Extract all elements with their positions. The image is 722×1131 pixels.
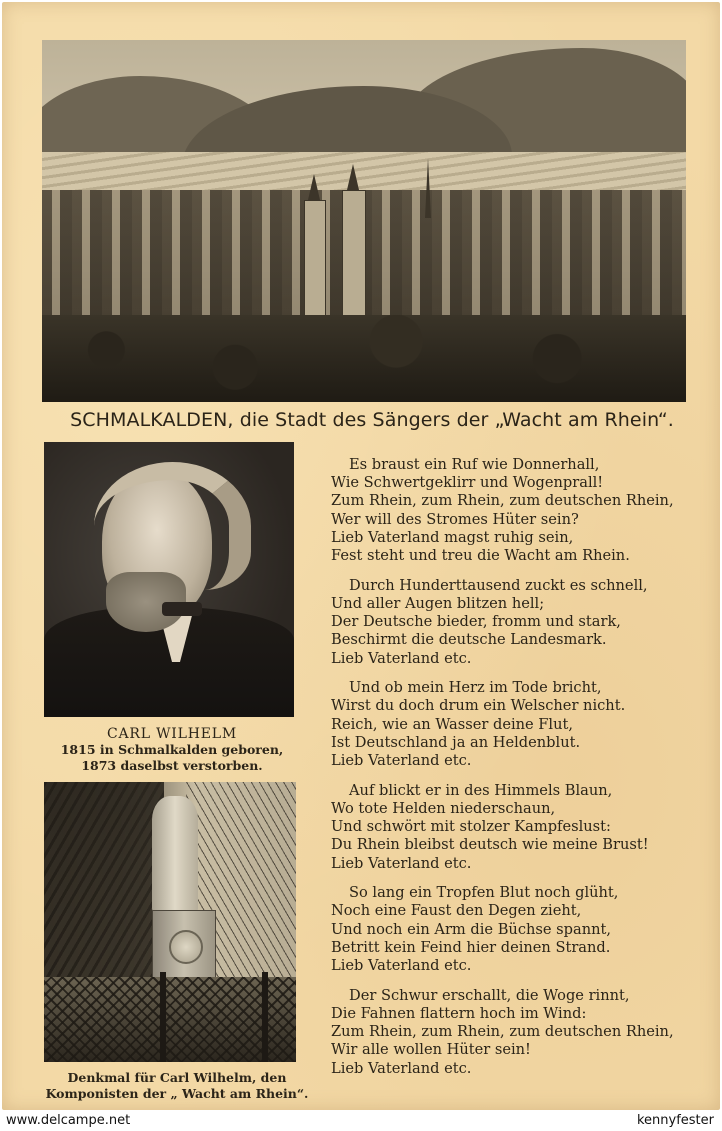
poem-line: Und schwört mit stolzer Kampfeslust:	[331, 818, 611, 836]
poem-line: So lang ein Tropfen Blut noch glüht,	[349, 884, 619, 902]
hair	[94, 462, 251, 590]
poem-line: Fest steht und treu die Wacht am Rhein.	[331, 547, 630, 565]
fence-post	[160, 972, 166, 1062]
poem-line: Und noch ein Arm die Büchse spannt,	[331, 920, 611, 938]
poem-line: Lieb Vaterland etc.	[331, 649, 472, 667]
poem-line: Lieb Vaterland etc.	[331, 957, 472, 975]
iron-fence	[44, 977, 296, 1062]
poem-line: Es braust ein Ruf wie Donnerhall,	[349, 456, 600, 473]
poem-line: Wir alle wollen Hüter sein!	[331, 1041, 531, 1059]
town-panorama-photo	[42, 40, 686, 402]
church-spire	[347, 164, 359, 190]
monument-photo	[44, 782, 296, 1062]
poem-line: Wer will des Stromes Hüter sein?	[331, 510, 579, 528]
bowtie	[162, 602, 202, 616]
monument-caption	[22, 1070, 332, 1102]
poem-line: Der Deutsche bieder, fromm und stark,	[331, 613, 621, 631]
stanza-5	[331, 884, 706, 975]
poem-line: Beschirmt die deutsche Landesmark.	[331, 631, 607, 649]
watermark-site: www.delcampe.net	[6, 1113, 131, 1128]
portrait-caption	[42, 726, 302, 774]
church-spire	[425, 158, 431, 218]
stanza-4	[331, 782, 706, 873]
poem-line: Lieb Vaterland magst ruhig sein,	[331, 528, 574, 546]
poem-line: Lieb Vaterland etc.	[331, 854, 472, 872]
watermark-strip	[0, 1111, 722, 1131]
poem-line: Lieb Vaterland etc.	[331, 1059, 472, 1077]
watermark-seller: kennyfester	[636, 1113, 714, 1128]
poem-line: Noch eine Faust den Degen zieht,	[331, 902, 582, 920]
title-caption: SCHMALKALDEN, die Stadt des Sängers der „Wacht am Rhein“.	[70, 409, 674, 431]
death-line: 1873 daselbst verstorben.	[81, 758, 263, 773]
poem-line: Wirst du doch drum ein Welscher nicht.	[331, 697, 626, 715]
stanza-2	[331, 577, 706, 668]
poem-line: Wie Schwertgeklirr und Wogenprall!	[331, 474, 604, 492]
foreground-trees	[42, 315, 686, 402]
portrait-medallion	[169, 930, 203, 964]
carl-wilhelm-portrait-photo	[44, 442, 294, 717]
birth-line: 1815 in Schmalkalden geboren,	[60, 742, 284, 757]
monument-caption-line-1: Denkmal für Carl Wilhelm, den	[67, 1070, 287, 1085]
monument-caption-line-2: Komponisten der „ Wacht am Rhein“.	[45, 1086, 309, 1101]
poem-wacht-am-rhein	[331, 456, 706, 1089]
poem-line: Auf blickt er in des Himmels Blaun,	[349, 781, 613, 799]
stanza-6	[331, 987, 706, 1078]
poem-line: Du Rhein bleibst deutsch wie meine Brust!	[331, 836, 649, 854]
stanza-1	[331, 456, 706, 565]
poem-line: Betritt kein Feind hier deinen Strand.	[331, 938, 611, 956]
poem-line: Und ob mein Herz im Tode bricht,	[349, 679, 602, 697]
church-spire	[308, 174, 320, 200]
composer-name: CARL WILHELM	[107, 726, 237, 742]
poem-line: Lieb Vaterland etc.	[331, 752, 472, 770]
postcard	[2, 2, 720, 1110]
church-tower	[342, 190, 366, 322]
church-tower	[304, 200, 326, 327]
poem-line: Wo tote Helden niederschaun,	[331, 799, 556, 817]
stanza-3	[331, 679, 706, 770]
fence-post	[262, 972, 268, 1062]
poem-line: Reich, wie an Wasser deine Flut,	[331, 715, 573, 733]
poem-line: Zum Rhein, zum Rhein, zum deutschen Rhein,	[331, 1023, 674, 1041]
poem-line: Und aller Augen blitzen hell;	[331, 594, 545, 612]
poem-line: Zum Rhein, zum Rhein, zum deutschen Rhein,	[331, 492, 674, 510]
poem-line: Die Fahnen flattern hoch im Wind:	[331, 1004, 587, 1022]
poem-line: Der Schwur erschallt, die Woge rinnt,	[349, 986, 630, 1004]
poem-line: Ist Deutschland ja an Heldenblut.	[331, 733, 581, 751]
poem-line: Durch Hunderttausend zuckt es schnell,	[349, 576, 648, 594]
statue	[152, 796, 198, 914]
